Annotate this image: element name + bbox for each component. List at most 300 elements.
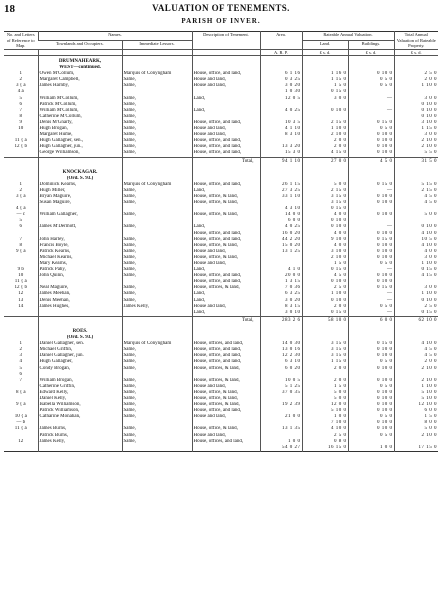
lessor-name: Marquis of Conyngham xyxy=(122,71,192,77)
table-row xyxy=(4,310,438,317)
map-reference xyxy=(4,150,38,157)
area-value: 3 0 10 xyxy=(260,310,302,317)
land-valuation: 5 0 0 xyxy=(302,390,348,396)
tenement-description: House and land, xyxy=(192,433,260,439)
area-value: 21 0 0 xyxy=(260,414,302,420)
map-reference: 2 xyxy=(19,347,22,353)
land-valuation: 2 0 0 xyxy=(302,138,348,144)
total-valuation: 4 5 0 xyxy=(394,353,438,359)
tenement-description: Land, xyxy=(192,291,260,297)
empty-cell xyxy=(348,167,394,176)
total-units: £ s. d. xyxy=(394,49,438,56)
land-valuation: 0 10 0 xyxy=(302,218,348,224)
land-valuation: 4 15 0 xyxy=(302,150,348,157)
map-reference: 3 { a xyxy=(15,193,26,199)
total-valuation: 1 10 0 xyxy=(394,83,438,89)
buildings-valuation: 0 10 0 xyxy=(348,347,394,353)
land-valuation: 12 0 0 xyxy=(302,402,348,408)
total-valuation: 62 10 0 xyxy=(394,316,438,326)
col-header-area: Area. xyxy=(260,32,302,50)
land-valuation: 3 15 0 xyxy=(302,347,348,353)
land-valuation: 2 10 0 xyxy=(302,255,348,261)
empty-cell xyxy=(260,326,302,335)
area-value: 13 1 25 xyxy=(260,249,302,255)
empty-cell xyxy=(260,167,302,176)
buildings-valuation: — xyxy=(348,291,394,297)
tenement-description: House, office, and land, xyxy=(192,359,260,365)
occupier-name: Catharine Monahan, xyxy=(38,414,122,420)
townland-heading-row xyxy=(4,167,438,176)
buildings-valuation: 0 10 0 xyxy=(348,71,394,77)
land-valuation: 2 15 0 xyxy=(302,120,348,126)
lessor-name: Same, xyxy=(122,396,192,402)
tenement-description: House, office, and land, xyxy=(192,150,260,157)
empty-cell xyxy=(348,326,394,335)
occupier-name: Isabella Williamson, xyxy=(38,402,122,408)
land-valuation: 3 0 0 xyxy=(302,96,348,102)
lessor-name: Same, xyxy=(122,77,192,83)
tenement-description: House, offices, & land, xyxy=(192,366,260,372)
tenement-description: Land, xyxy=(192,188,260,194)
map-reference: 5 xyxy=(19,95,22,101)
map-reference: 6 xyxy=(19,371,22,377)
tenement-description: Land, xyxy=(192,267,260,273)
lessor-name: Same, xyxy=(122,126,192,132)
total-label: Total, xyxy=(192,316,260,326)
land-valuation: 1 5 0 xyxy=(302,261,348,267)
section-total-row xyxy=(4,316,438,326)
land-valuation: 1 5 0 xyxy=(302,384,348,390)
lessor-name: Same, xyxy=(122,402,192,408)
area-value: 5 1 25 xyxy=(260,384,302,390)
lessor-name: Same, xyxy=(122,267,192,273)
buildings-valuation: — xyxy=(348,108,394,114)
ordnance-sheet: (Ord. S. 93.) xyxy=(38,335,122,341)
occupier-name: James Kelly, xyxy=(38,439,122,445)
area-value: 4 0 25 xyxy=(260,224,302,230)
map-reference: 2 xyxy=(19,187,22,193)
total-valuation: 2 5 0 xyxy=(394,304,438,310)
townland-name: ROES. xyxy=(38,326,122,335)
empty-cell xyxy=(122,167,192,176)
land-valuation: 5 10 0 xyxy=(302,408,348,414)
lessor-name: Same, xyxy=(122,96,192,102)
occupier-name: Hugh Miller, xyxy=(38,188,122,194)
empty-cell xyxy=(260,56,302,66)
col-header-lessors: Immediate Lessors. xyxy=(122,40,192,49)
ordnance-sheet: WEST—continued. xyxy=(38,65,122,71)
occupier-name: John Quinn, xyxy=(38,273,122,279)
occupier-name: William Brogan, xyxy=(38,378,122,384)
occupier-name: Edward Kelly, xyxy=(38,390,122,396)
lessor-name: Same, xyxy=(122,144,192,150)
col-header-land: Land. xyxy=(302,40,348,49)
total-valuation: 12 10 0 xyxy=(394,402,438,408)
buildings-valuation: 0 5 0 xyxy=(348,83,394,89)
total-valuation: 0 15 0 xyxy=(394,267,438,273)
map-reference: 11 { a xyxy=(14,279,27,285)
total-valuation: 1 10 0 xyxy=(394,261,438,267)
tenement-description: House and land, xyxy=(192,83,260,89)
occupier-name: Denis M'Gnarty, xyxy=(38,120,122,126)
total-valuation: 1 10 0 xyxy=(394,384,438,390)
area-value: 15 0 20 xyxy=(260,243,302,249)
map-reference: 5 xyxy=(19,218,22,224)
total-valuation: 0 10 0 xyxy=(394,102,438,108)
tenement-description: House, office, & land, xyxy=(192,396,260,402)
buildings-valuation: 0 10 0 xyxy=(348,426,394,432)
area-value: 33 1 10 xyxy=(260,194,302,200)
total-valuation: 2 10 0 xyxy=(394,433,438,439)
empty-cell xyxy=(122,157,192,167)
tenement-description: House, office, and land, xyxy=(192,408,260,414)
map-reference: — c xyxy=(16,212,25,218)
map-reference: 11 { a xyxy=(14,426,27,432)
land-valuation: 7 10 0 xyxy=(302,420,348,426)
buildings-valuation: 0 10 0 xyxy=(348,150,394,157)
tenement-description: House, office, and land, xyxy=(192,231,260,237)
land-valuation: 4 0 0 xyxy=(302,243,348,249)
area-value: 16 0 20 xyxy=(260,231,302,237)
area-value: 4 0 25 xyxy=(260,108,302,114)
table-row xyxy=(4,445,438,452)
total-land: 58 10 0 xyxy=(302,316,348,326)
area-value: 14 0 0 xyxy=(260,212,302,218)
lessor-name: Same, xyxy=(122,114,192,120)
occupier-name: Catherine M'Collum, xyxy=(38,114,122,120)
total-valuation: 6 0 0 xyxy=(394,408,438,414)
map-reference: 6 xyxy=(19,101,22,107)
total-valuation: 1 10 0 xyxy=(394,291,438,297)
total-valuation: 0 10 0 xyxy=(394,108,438,114)
land-valuation: 1 0 0 xyxy=(302,414,348,420)
total-valuation: 0 10 0 xyxy=(394,298,438,304)
occupier-name: Hugh Gallagher, jun., xyxy=(38,144,122,150)
total-valuation: 3 0 0 xyxy=(394,255,438,261)
buildings-valuation: 0 10 0 xyxy=(348,279,394,285)
lessor-name: Same, xyxy=(122,261,192,267)
land-valuation: 0 10 0 xyxy=(302,108,348,114)
buildings-valuation: 0 5 0 xyxy=(348,77,394,83)
map-reference: 7 xyxy=(19,236,22,242)
col-header-total: Total Annual Valuation of Rateable Property. xyxy=(394,32,438,50)
ref-cell xyxy=(4,326,38,335)
tenement-description: House, office, & land, xyxy=(192,390,260,396)
land-valuation: 3 15 0 xyxy=(302,341,348,347)
tenement-description: Land, xyxy=(192,96,260,102)
area-value: 0 3 25 xyxy=(260,77,302,83)
tenement-description: House, office, & land, xyxy=(192,426,260,432)
empty-cell xyxy=(394,326,438,335)
land-valuation: 9 10 0 xyxy=(302,237,348,243)
total-valuation: 2 10 0 xyxy=(394,144,438,150)
empty-cell xyxy=(192,56,260,66)
total-buildings: 6 0 0 xyxy=(348,316,394,326)
total-valuation: 8 0 0 xyxy=(394,420,438,426)
area-value: 20 0 0 xyxy=(260,273,302,279)
area-value: 4 1 0 xyxy=(260,267,302,273)
area-value: 8 3 10 xyxy=(260,132,302,138)
land-valuation: 5 0 0 xyxy=(302,182,348,188)
occupier-name: James Burns, xyxy=(38,426,122,432)
buildings-valuation: 0 10 0 xyxy=(348,144,394,150)
occupier-name: Bryan Maguire, xyxy=(38,194,122,200)
total-valuation: 5 10 0 xyxy=(394,396,438,402)
area-value: 1 0 0 xyxy=(260,439,302,445)
map-reference: 9 b xyxy=(17,267,24,273)
lessor-name: Same, xyxy=(122,366,192,372)
land-valuation: 2 15 0 xyxy=(302,188,348,194)
occupier-name: Hugh Gallagher, sen., xyxy=(38,138,122,144)
map-reference: 14 xyxy=(18,303,24,309)
buildings-valuation: 0 15 0 xyxy=(348,182,394,188)
col-header-occupiers: Townlands and Occupiers. xyxy=(38,40,122,49)
lessor-name: Same, xyxy=(122,132,192,138)
total-valuation: 4 5 0 xyxy=(394,200,438,206)
buildings-valuation: — xyxy=(348,267,394,273)
empty-cell xyxy=(122,326,192,335)
empty-cell xyxy=(302,167,348,176)
ordnance-sheet: (Ord. S. 93.) xyxy=(38,176,122,182)
section-total-row xyxy=(4,157,438,167)
land-valuation: 1 10 0 xyxy=(302,291,348,297)
map-reference: 12 xyxy=(18,438,24,444)
area-value: 6 3 10 xyxy=(260,359,302,365)
total-valuation: 17 15 0 xyxy=(394,445,438,452)
land-valuation: 2 0 0 xyxy=(302,304,348,310)
empty-cell xyxy=(122,316,192,326)
buildings-valuation: 0 10 0 xyxy=(348,273,394,279)
land-valuation: 0 10 0 xyxy=(302,224,348,230)
buildings-valuation: 0 5 0 xyxy=(348,414,394,420)
total-valuation: 4 5 0 xyxy=(394,347,438,353)
tenement-description: House, offices, and land, xyxy=(192,341,260,347)
map-reference: 5 xyxy=(19,365,22,371)
lessor-name: Same, xyxy=(122,291,192,297)
empty-cell xyxy=(192,167,260,176)
land-valuation: 4 5 0 xyxy=(302,273,348,279)
buildings-valuation: — xyxy=(348,310,394,317)
lessor-name: Same, xyxy=(122,120,192,126)
total-valuation: 4 10 0 xyxy=(394,231,438,237)
buildings-valuation: 0 10 0 xyxy=(348,249,394,255)
total-valuation: 5 15 0 xyxy=(394,182,438,188)
ref-cell xyxy=(4,56,38,66)
total-area: 94 1 10 xyxy=(260,157,302,167)
townland-heading-row xyxy=(4,56,438,66)
occupier-name: Margaret Hume, xyxy=(38,132,122,138)
map-reference: 12 { b xyxy=(14,144,27,150)
land-valuation: 3 15 0 xyxy=(302,200,348,206)
lessor-name: Same, xyxy=(122,433,192,439)
total-valuation: 0 10 0 xyxy=(394,224,438,230)
lessor-name: Same, xyxy=(122,353,192,359)
land-valuation: 3 10 0 xyxy=(302,249,348,255)
parish-subtitle: PARISH OF INVER. xyxy=(181,17,261,25)
total-valuation: 0 10 0 xyxy=(394,114,438,120)
buildings-valuation: 0 15 0 xyxy=(348,237,394,243)
lessor-name: Same, xyxy=(122,83,192,89)
total-valuation: 5 0 0 xyxy=(394,212,438,218)
land-valuation: 1 15 0 xyxy=(302,77,348,83)
lessor-name: Same, xyxy=(122,138,192,144)
occupier-name: William M'Collum, xyxy=(38,96,122,102)
map-reference: 4 a xyxy=(17,89,24,95)
empty-cell xyxy=(4,157,38,167)
land-units: £ s. d. xyxy=(302,49,348,56)
tenement-description: House, offices, & land, xyxy=(192,378,260,384)
col-header-no: No. and Letters of Reference to Map. xyxy=(4,32,38,50)
occupier-name: Patrick Williamson, xyxy=(38,408,122,414)
total-valuation: 2 10 0 xyxy=(394,366,438,372)
map-reference: 7 xyxy=(19,107,22,113)
occupier-name: Michael Griffin, xyxy=(38,347,122,353)
land-valuation: 0 15 0 xyxy=(302,89,348,95)
total-valuation: 0 15 0 xyxy=(394,310,438,317)
land-valuation: 2 5 0 xyxy=(302,285,348,291)
land-valuation: 16 15 0 xyxy=(302,445,348,452)
total-valuation: 4 5 0 xyxy=(394,194,438,200)
buildings-valuation: 0 10 0 xyxy=(348,420,394,426)
area-units: A. R. P. xyxy=(260,49,302,56)
tenement-description: House, offices, & land, xyxy=(192,285,260,291)
area-value: 4 1 10 xyxy=(260,126,302,132)
tenement-description: House and land, xyxy=(192,304,260,310)
occupier-name: Susan Maguire, xyxy=(38,200,122,206)
buildings-valuation: 0 10 0 xyxy=(348,402,394,408)
occupier-name: Daniel Gallagher, sen. xyxy=(38,341,122,347)
map-reference: 10 xyxy=(18,273,24,279)
ledger-body xyxy=(4,56,438,452)
occupier-name: Francis Boyle, xyxy=(38,243,122,249)
tenement-description: House and land, xyxy=(192,384,260,390)
lessor-name xyxy=(122,445,192,452)
total-valuation: 2 10 0 xyxy=(394,138,438,144)
area-value: 12 2 30 xyxy=(260,353,302,359)
tenement-description: House and land, xyxy=(192,132,260,138)
area-value: 10 3 5 xyxy=(260,120,302,126)
col-header-valuation: Rateable Annual Valuation. xyxy=(302,32,394,41)
col-header-names: Names. xyxy=(38,32,192,41)
area-value: 1 0 30 xyxy=(260,89,302,95)
area-value: 13 0 16 xyxy=(260,347,302,353)
buildings-valuation: — xyxy=(348,298,394,304)
tenement-description: House, office, & land, xyxy=(192,243,260,249)
buildings-valuation: 0 10 0 xyxy=(348,378,394,384)
occupier-name: Daniel Gallagher, jun. xyxy=(38,353,122,359)
lessor-name: Same, xyxy=(122,273,192,279)
land-valuation: 0 15 0 xyxy=(302,310,348,317)
area-value: 54 0 27 xyxy=(260,445,302,452)
empty-cell xyxy=(192,326,260,335)
lessor-name: Same, xyxy=(122,408,192,414)
land-valuation: 2 10 0 xyxy=(302,132,348,138)
total-valuation: 10 5 0 xyxy=(394,237,438,243)
buildings-valuation: 0 10 0 xyxy=(348,212,394,218)
total-label: Total, xyxy=(192,157,260,167)
occupier-name: William M'Collum, xyxy=(38,108,122,114)
occupier-name: James M'Dermott, xyxy=(38,224,122,230)
buildings-valuation: 0 10 0 xyxy=(348,408,394,414)
buildings-valuation: 0 10 0 xyxy=(348,243,394,249)
land-valuation: 0 10 0 xyxy=(302,298,348,304)
buildings-valuation: 0 10 0 xyxy=(348,138,394,144)
buildings-valuation: 0 15 0 xyxy=(348,285,394,291)
occupier-name: James Meehan, xyxy=(38,291,122,297)
occupier-name: Condy Brogan, xyxy=(38,366,122,372)
buildings-valuation: — xyxy=(348,96,394,102)
area-value: 1 3 15 xyxy=(260,279,302,285)
lessor-name: Same, xyxy=(122,200,192,206)
lessor-name: Same, xyxy=(122,188,192,194)
area-value: 10 0 5 xyxy=(260,378,302,384)
total-valuation: 1 15 0 xyxy=(394,126,438,132)
map-reference: 2 xyxy=(19,77,22,83)
tenement-description: House and land, xyxy=(192,249,260,255)
col-header-buildings: Buildings. xyxy=(348,40,394,49)
page-number: 18 xyxy=(4,3,15,15)
map-reference: 6 xyxy=(19,224,22,230)
buildings-valuation: 0 5 0 xyxy=(348,433,394,439)
land-valuation: 4 0 0 xyxy=(302,231,348,237)
occupier-name: Patrick Pahy, xyxy=(38,267,122,273)
tenement-description: House, office, & land, xyxy=(192,194,260,200)
tenement-description: House and land, xyxy=(192,77,260,83)
land-valuation: 2 0 0 xyxy=(302,144,348,150)
occupier-name: Patrick M'Collum, xyxy=(38,102,122,108)
land-valuation: 2 0 0 xyxy=(302,378,348,384)
area-value: 6 1 16 xyxy=(260,71,302,77)
tenement-description: House, office, and land, xyxy=(192,120,260,126)
buildings-valuation: 0 5 0 xyxy=(348,126,394,132)
map-reference: 9 { a xyxy=(15,248,26,254)
lessor-name: Same, xyxy=(122,212,192,218)
map-reference: 9 { a xyxy=(15,402,26,408)
buildings-valuation: — xyxy=(348,224,394,230)
empty-cell xyxy=(4,316,38,326)
area-value: 37 0 35 xyxy=(260,390,302,396)
land-valuation: 1 15 0 xyxy=(302,359,348,365)
map-reference: 8 { a xyxy=(15,389,26,395)
land-valuation: 3 15 0 xyxy=(302,194,348,200)
map-reference: 13 xyxy=(18,297,24,303)
area-value: 15 3 0 xyxy=(260,150,302,157)
map-reference: 9 xyxy=(19,119,22,125)
total-valuation: 5 10 0 xyxy=(394,390,438,396)
tenement-description xyxy=(192,445,260,452)
lessor-name: Same, xyxy=(122,285,192,291)
land-valuation: 3 15 0 xyxy=(302,353,348,359)
lessor-name: Same, xyxy=(122,359,192,365)
lessor-name: Same, xyxy=(122,108,192,114)
lessor-name: Same, xyxy=(122,237,192,243)
map-reference: 7 xyxy=(19,377,22,383)
land-valuation: 0 15 0 xyxy=(302,206,348,212)
buildings-valuation: 0 5 0 xyxy=(348,304,394,310)
tenement-description: House, office, & land, xyxy=(192,200,260,206)
area-value: 7 0 36 xyxy=(260,285,302,291)
lessor-name: Same, xyxy=(122,347,192,353)
buildings-valuation: — xyxy=(348,188,394,194)
occupier-name: Mary Kearns, xyxy=(38,261,122,267)
occupier-name: Michael Kearns, xyxy=(38,255,122,261)
empty-cell xyxy=(394,56,438,66)
empty-cell xyxy=(348,56,394,66)
tenement-description: House, office, and land, xyxy=(192,144,260,150)
lessor-name: Same, xyxy=(122,224,192,230)
lessor-name: Same, xyxy=(122,378,192,384)
tenement-description: House, office, and land, xyxy=(192,273,260,279)
